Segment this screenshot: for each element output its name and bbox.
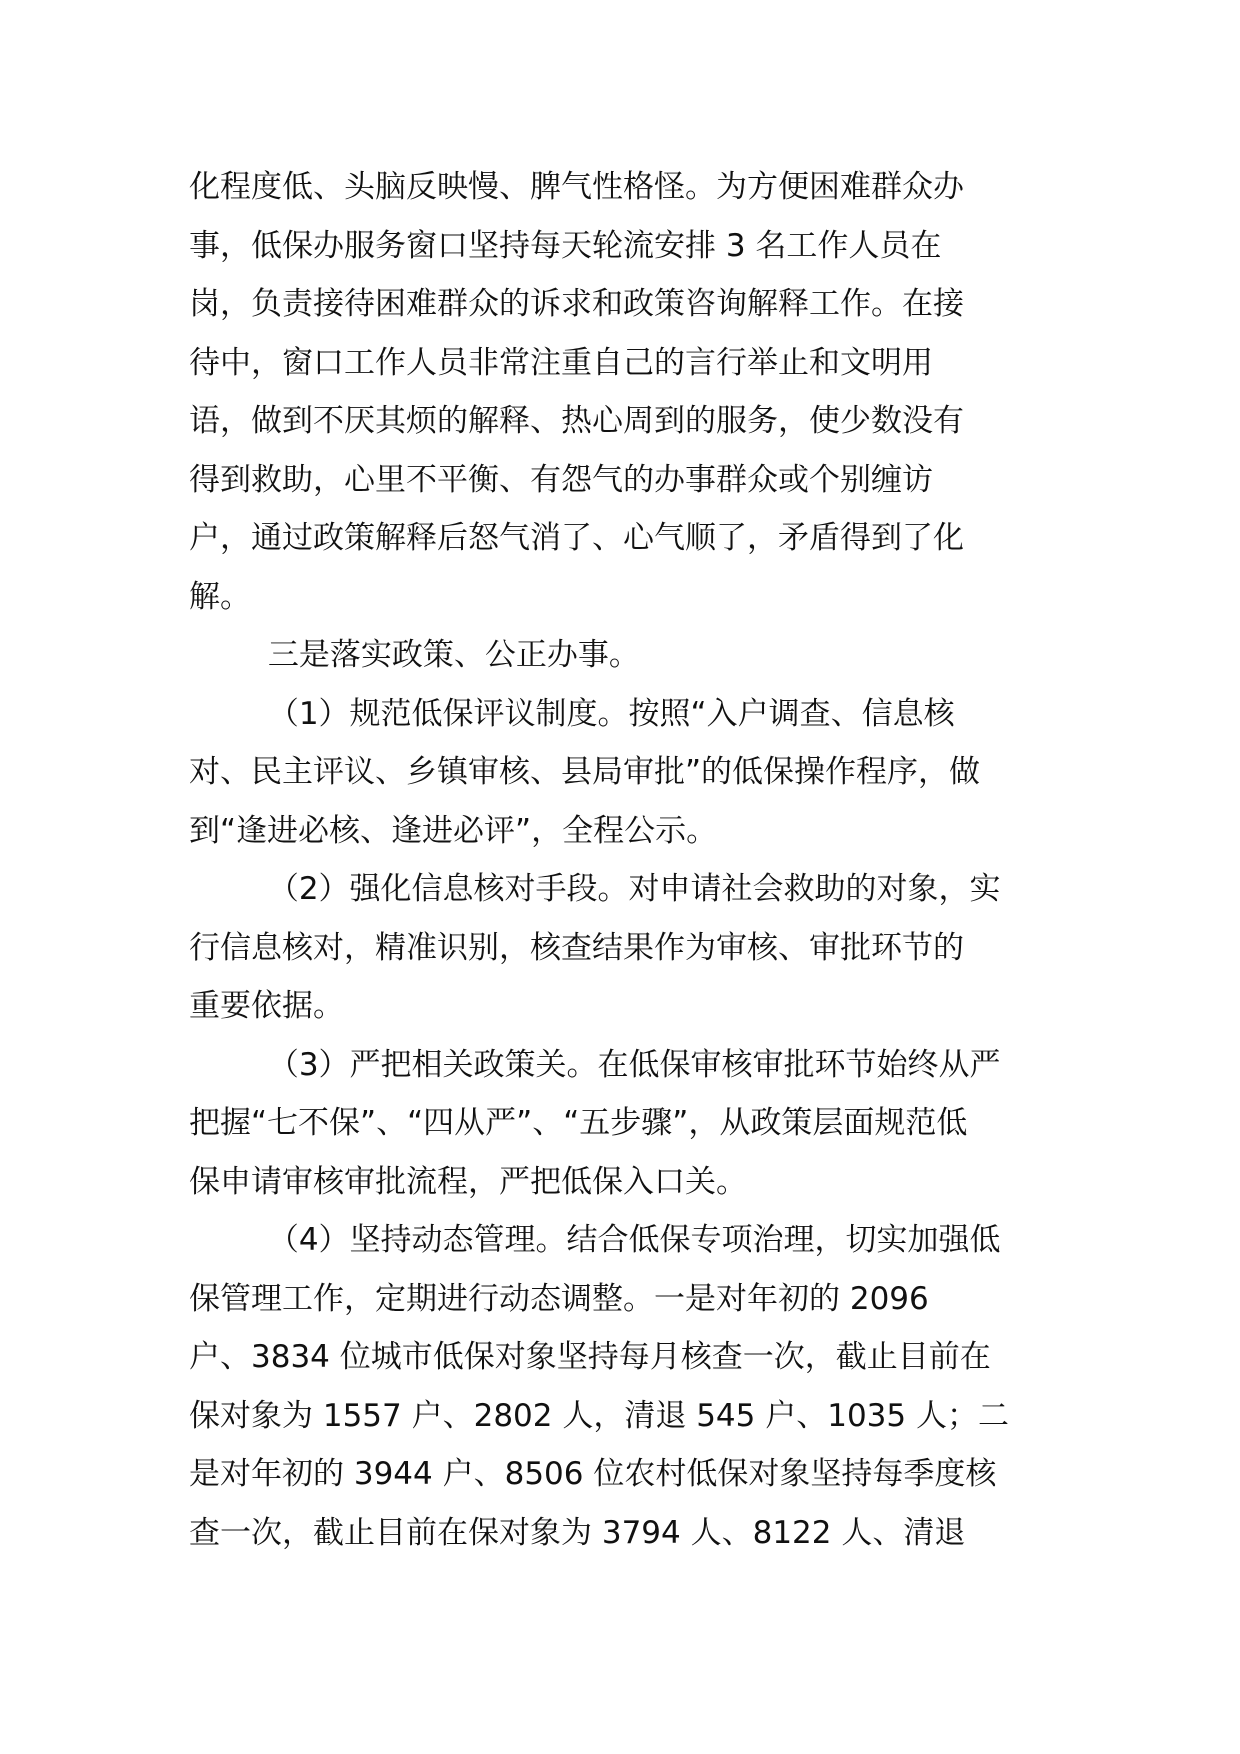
section-heading-line: 三是落实政策、公正办事。 bbox=[189, 637, 640, 673]
text-line: （3）严把相关政策关。在低保审核审批环节始终从严 bbox=[189, 1046, 1001, 1083]
text-line: 户、3834 位城市低保对象坚持每月核查一次，截止目前在 bbox=[189, 1339, 991, 1375]
text-line: 是对年初的 3944 户、8506 位农村低保对象坚持每季度核 bbox=[189, 1456, 997, 1492]
text-line: 待中，窗口工作人员非常注重自己的言行举止和文明用 bbox=[189, 344, 933, 381]
text-line: 到“逢进必核、逢进必评”，全程公示。 bbox=[189, 812, 718, 849]
text-line: 重要依据。 bbox=[189, 988, 344, 1024]
text-line: 化程度低、头脑反映慢、脾气性格怪。为方便困难群众办 bbox=[189, 169, 964, 205]
text-line: 解。 bbox=[189, 578, 251, 615]
text-line: 查一次，截止目前在保对象为 3794 人、8122 人、清退 bbox=[189, 1514, 966, 1551]
text-line: 对、民主评议、乡镇审核、县局审批”的低保操作程序，做 bbox=[189, 754, 981, 790]
text-line: 保管理工作，定期进行动态调整。一是对年初的 2096 bbox=[189, 1280, 929, 1317]
text-line: 保对象为 1557 户、2802 人，清退 545 户、1035 人；二 bbox=[189, 1397, 1009, 1434]
text-line: 保申请审核审批流程，严把低保入口关。 bbox=[189, 1163, 747, 1200]
text-line: 户，通过政策解释后怒气消了、心气顺了，矛盾得到了化 bbox=[189, 520, 964, 556]
text-line: 事，低保办服务窗口坚持每天轮流安排 3 名工作人员在 bbox=[189, 227, 942, 264]
document-body bbox=[189, 158, 1069, 1562]
text-line: 语，做到不厌其烦的解释、热心周到的服务，使少数没有 bbox=[189, 403, 964, 439]
text-line: 行信息核对，精准识别，核查结果作为审核、审批环节的 bbox=[189, 929, 964, 966]
text-line: 把握“七不保”、“四从严”、“五步骤”，从政策层面规范低 bbox=[189, 1105, 968, 1141]
text-line: （2）强化信息核对手段。对申请社会救助的对象，实 bbox=[189, 871, 1001, 907]
text-line: 岗，负责接待困难群众的诉求和政策咨询解释工作。在接 bbox=[189, 286, 964, 322]
text-line: （1）规范低保评议制度。按照“入户调查、信息核 bbox=[189, 695, 955, 732]
text-line: 得到救助，心里不平衡、有怨气的办事群众或个别缠访 bbox=[189, 461, 933, 498]
text-line: （4）坚持动态管理。结合低保专项治理，切实加强低 bbox=[189, 1222, 1001, 1258]
